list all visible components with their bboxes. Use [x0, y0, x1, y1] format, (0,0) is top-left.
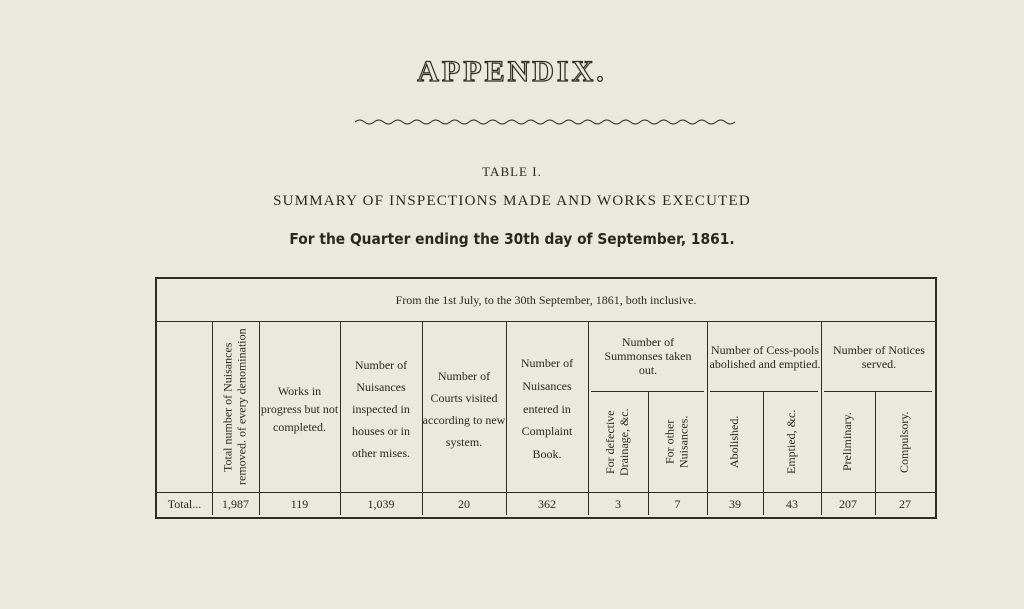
group-rule — [824, 391, 932, 392]
period-caption: From the 1st July, to the 30th September, 1861, both inclusive. — [395, 292, 697, 307]
appendix-heading: APPENDIX. — [417, 55, 607, 88]
summary-table — [155, 277, 937, 519]
total-nuisances-removed: 1,987 — [222, 496, 249, 511]
header-notices-compulsory: Compulsory. — [897, 411, 912, 473]
header-summonses: Number of Summonses taken out. — [604, 335, 692, 377]
total-summonses-drainage: 3 — [615, 496, 621, 511]
total-complaint-book: 362 — [538, 496, 556, 511]
quarter-line: For the Quarter ending the 30th day of September, 1861. — [289, 230, 735, 248]
total-cesspools-emptied: 43 — [786, 496, 798, 511]
header-notices: Number of Notices served. — [833, 343, 925, 371]
group-rule — [591, 391, 704, 392]
header-summonses-other: For other Nuisances. — [662, 415, 691, 469]
header-nuisances-removed: Total number of Nuisances removed. of every denomination — [220, 328, 249, 486]
header-courts-visited: Number of Courts visited according to new system. — [422, 368, 506, 450]
total-cesspools-abolished: 39 — [729, 496, 741, 511]
table-number: TABLE I. — [482, 164, 542, 179]
header-summonses-drainage: For defective Drainage, &c. — [603, 408, 631, 476]
total-notices-compulsory: 27 — [899, 496, 911, 511]
header-cesspools-emptied: Emptied, &c. — [784, 409, 799, 475]
header-cesspools: Number of Cess-pools abolished and emptied. — [709, 343, 821, 371]
total-nuisances-inspected: 1,039 — [367, 496, 395, 511]
header-cesspools-abolished: Abolished. — [727, 415, 742, 469]
header-complaint-book: Number of Nuisances entered in Complaint Book. — [520, 356, 574, 462]
header-works-in-progress: Works in progress but not completed. — [260, 384, 339, 434]
header-nuisances-inspected: Number of Nuisances inspected in houses or in other mises. — [352, 357, 410, 461]
header-notices-preliminary: Preliminary. — [840, 412, 855, 472]
wavy-rule — [355, 118, 735, 126]
rule-period — [157, 321, 935, 322]
total-summonses-other: 7 — [674, 496, 681, 511]
total-works-in-progress: 119 — [290, 496, 309, 511]
group-rule — [710, 391, 818, 392]
total-courts-visited: 20 — [458, 496, 470, 511]
total-notices-preliminary: 207 — [839, 496, 857, 511]
table-subtitle: SUMMARY OF INSPECTIONS MADE AND WORKS EXECUTED — [273, 193, 751, 209]
total-label: Total... — [167, 496, 202, 511]
